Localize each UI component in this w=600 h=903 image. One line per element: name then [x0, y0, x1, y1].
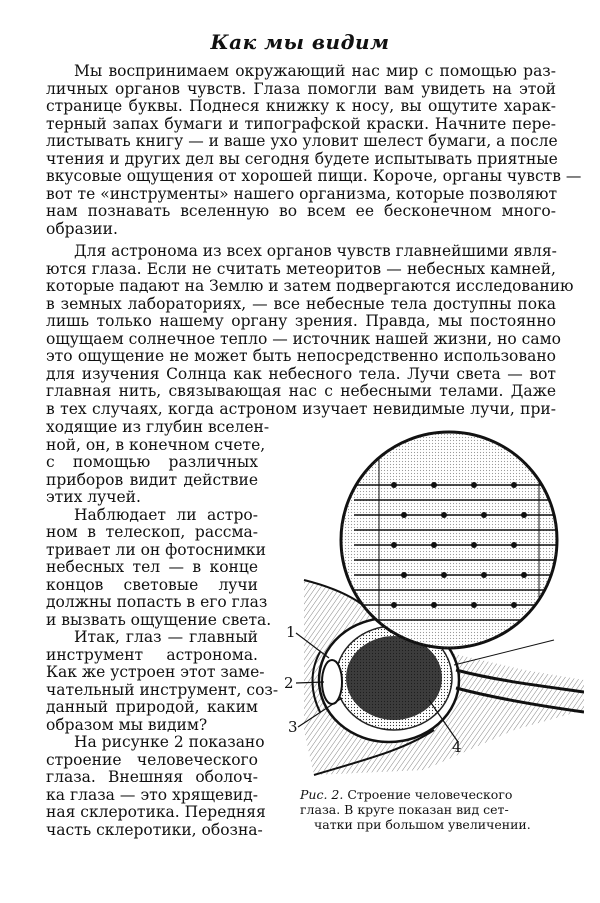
text-line: часть склеротики, обозна-: [46, 820, 263, 839]
text-line: данный природой, каким: [46, 698, 258, 716]
text-line: ощущаем солнечное тепло — источник нашей жизни, но само: [46, 329, 561, 348]
text-line: в земных лабораториях, — все небесные тела доступны пока: [46, 294, 556, 313]
text-line: небесных тел — в конце: [46, 558, 258, 576]
text-line: образом мы видим?: [46, 715, 208, 734]
paragraph-1: [46, 62, 582, 238]
text-line: и вызвать ощущение света.: [46, 610, 272, 629]
text-line: концов световые лучи: [46, 575, 258, 594]
text-line: листывать книгу — и ваше ухо уловит шелест бумаги, а после: [46, 132, 558, 150]
text-line: лишь только нашему органу зрения. Правда, мы постоянно: [46, 312, 556, 330]
text-line: инструмент астронома.: [46, 645, 258, 664]
text-line: ка глаза — это хрящевид-: [46, 785, 258, 804]
page-title: Как мы видим: [210, 30, 390, 54]
text-line: должны попасть в его глаз: [46, 593, 268, 611]
label-1: 1: [286, 623, 296, 641]
text-line: Мы воспринимаем окружающий нас мир с помощью раз-: [74, 62, 556, 80]
text-line: ном в телескоп, рассма-: [46, 523, 258, 541]
eye-structure-illustration: [284, 430, 584, 780]
text-line: приборов видит действие: [46, 470, 258, 489]
text-line: Итак, глаз — главный: [74, 628, 258, 646]
label-2: 2: [284, 674, 294, 692]
text-line: личных органов чувств. Глаза помогли вам увидеть на этой: [46, 79, 556, 98]
text-line: с помощью различных: [46, 453, 258, 471]
text-line: ходящие из глубин вселен-: [46, 418, 270, 436]
text-line: глаза. Внешняя оболоч-: [46, 768, 258, 786]
text-line: вот те «инструменты» нашего организма, которые позволяют: [46, 184, 558, 203]
text-line: ная склеротика. Передняя: [46, 803, 266, 821]
text-line: строение человеческого: [46, 750, 258, 769]
text-line: в тех случаях, когда астроном изучает невидимые лучи, при-: [46, 399, 556, 418]
text-line: главная нить, связывающая нас с небесными телами. Даже: [46, 382, 556, 400]
text-line: Как же устроен этот заме-: [46, 663, 265, 681]
caption-line: глаза. В круге показан вид сет-: [300, 802, 509, 817]
retina-magnified-view: [339, 430, 559, 650]
text-line: На рисунке 2 показано: [74, 733, 265, 751]
figure-label: Рис. 2.: [300, 787, 344, 802]
figure-caption: [300, 787, 565, 832]
text-line: образии.: [46, 219, 118, 238]
caption-line: чатки при большом увеличении.: [314, 817, 531, 832]
text-line: вкусовые ощущения от хорошей пищи. Короче, органы чувств —: [46, 167, 582, 185]
label-4: 4: [452, 738, 462, 756]
text-line: нам познавать вселенную во всем ее бесконечном много-: [46, 202, 556, 220]
label-3: 3: [288, 718, 298, 736]
text-line: этих лучей.: [46, 488, 141, 506]
text-line: тривает ли он фотоснимки: [46, 540, 266, 559]
paragraph-2: [46, 242, 574, 418]
text-line: чтения и других дел вы сегодня будете испытывать приятные: [46, 149, 558, 168]
caption-line: Строение человеческого: [347, 787, 513, 802]
text-line: чательный инструмент, соз-: [46, 680, 279, 699]
text-line: ной, он, в конечном счете,: [46, 435, 266, 454]
text-line: это ощущение не может быть непосредственно использовано: [46, 347, 556, 365]
text-line: Для астронома из всех органов чувств главнейшими явля-: [74, 242, 557, 260]
text-line: ются глаза. Если не считать метеоритов — небесных камней,: [46, 259, 556, 278]
text-line: Наблюдает ли астро-: [74, 505, 258, 524]
text-line: для изучения Солнца как небесного тела. Лучи света — вот: [46, 364, 556, 383]
left-column-text: [46, 418, 279, 839]
text-line: терный запах бумаги и типографской краски. Начните пере-: [46, 114, 556, 133]
text-line: странице буквы. Поднеся книжку к носу, вы ощутите харак-: [46, 97, 556, 115]
text-line: которые падают на Землю и затем подвергаются исследованию: [46, 277, 574, 295]
